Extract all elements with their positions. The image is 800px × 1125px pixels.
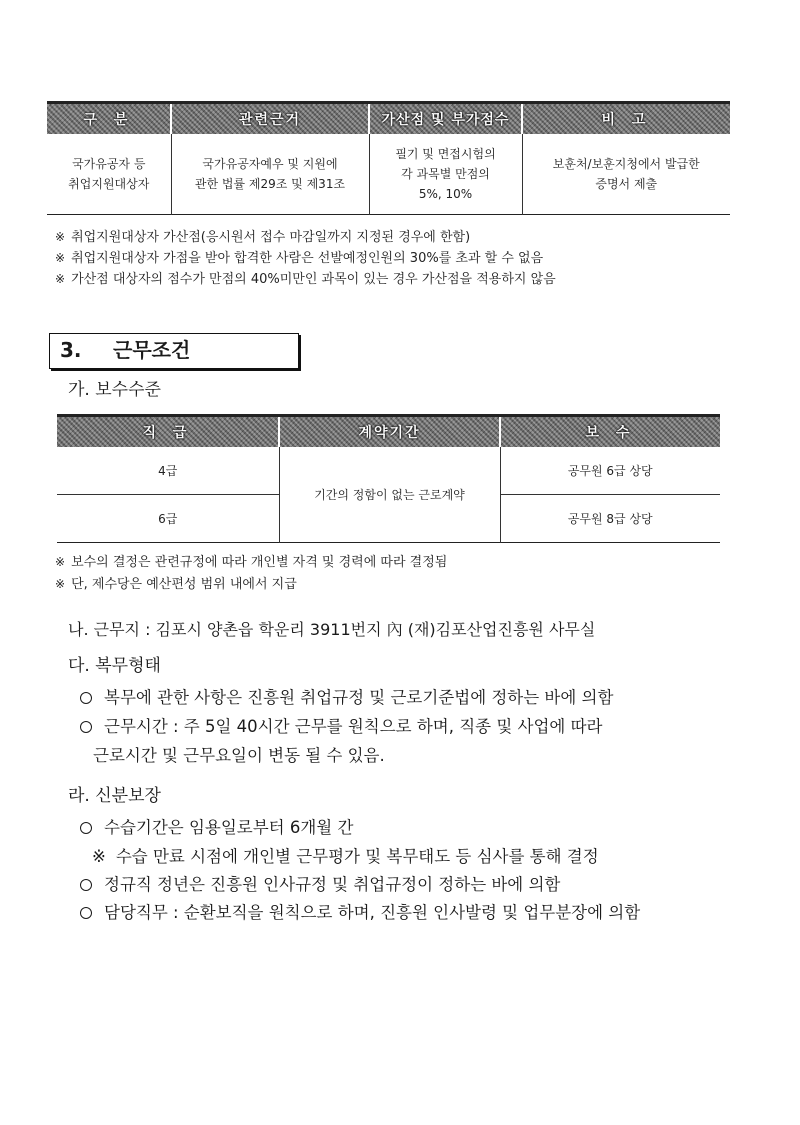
note-line: ※ 취업지원대상자 가산점(응시원서 접수 마감일까지 지정된 경우에 한함) <box>55 230 471 245</box>
bonus-points-table <box>47 101 730 215</box>
cell-contract-period: 기간의 정함이 없는 근로계약 <box>279 447 500 543</box>
table-header-row <box>47 103 730 135</box>
cell-grade: 6급 <box>158 511 178 526</box>
header-legal-basis: 관련근거 <box>171 103 369 135</box>
table-header-row <box>57 416 720 448</box>
note-line: ※ 수습 만료 시점에 개인별 근무평가 및 복무태도 등 심사를 통해 결정 <box>92 847 599 866</box>
list-item: 담당직무 : 순환보직을 원칙으로 하며, 진흥원 인사발령 및 업무분장에 의함 <box>80 901 640 925</box>
note-line: ※ 보수의 결정은 관련규정에 따라 개인별 자격 및 경력에 따라 결정됨 <box>55 555 448 570</box>
circle-bullet-icon <box>80 692 92 704</box>
workplace-line: 나. 근무지 : 김포시 양촌읍 학운리 3911번지 內 (재)김포산업진흥원 사무실 <box>68 620 596 639</box>
note-line: ※ 가산점 대상자의 점수가 만점의 40%미만인 과목이 있는 경우 가산점을 적용하지 않음 <box>55 272 556 287</box>
cell-legal-basis: 국가유공자예우 및 지원에 관한 법률 제29조 및 제31조 <box>171 134 369 215</box>
cell-bonus-points: 필기 및 면접시험의 각 과목별 만점의 5%, 10% <box>369 134 522 215</box>
status-guarantee-title: 라. 신분보장 <box>68 786 161 806</box>
section-number: 3. <box>60 338 82 362</box>
circle-bullet-icon <box>80 822 92 834</box>
table-row <box>47 134 730 215</box>
cell-category: 국가유공자 등 취업지원대상자 <box>68 157 150 191</box>
section-heading <box>49 333 299 369</box>
list-item: 복무에 관한 사항은 진흥원 취업규정 및 근로기준법에 정하는 바에 의함 <box>80 686 613 710</box>
list-item: 수습기간은 임용일로부터 6개월 간 <box>80 816 353 840</box>
note-line: ※ 단, 제수당은 예산편성 범위 내에서 지급 <box>55 577 297 592</box>
circle-bullet-icon <box>80 721 92 733</box>
note-line: ※ 취업지원대상자 가점을 받아 합격한 사람은 선발예정인원의 30%를 초과 할 수 없음 <box>55 251 544 266</box>
service-type-title: 다. 복무형태 <box>68 656 161 676</box>
header-category: 구 분 <box>47 103 171 135</box>
header-contract-period: 계약기간 <box>279 416 500 448</box>
cell-grade: 4급 <box>57 447 279 495</box>
pay-table <box>57 414 720 543</box>
header-pay: 보 수 <box>500 416 720 448</box>
section-title: 근무조건 <box>113 338 191 362</box>
cell-remarks: 보훈처/보훈지청에서 발급한 증명서 제출 <box>522 134 730 215</box>
cell-pay: 공무원 6급 상당 <box>500 447 720 495</box>
cell-pay: 공무원 8급 상당 <box>500 495 720 543</box>
list-item-continuation: 근로시간 및 근무요일이 변동 될 수 있음. <box>93 746 385 765</box>
pay-level-title: 가. 보수수준 <box>68 380 161 400</box>
list-item: 근무시간 : 주 5일 40시간 근무를 원칙으로 하며, 직종 및 사업에 따라 <box>80 715 602 739</box>
list-item: 정규직 정년은 진흥원 인사규정 및 취업규정이 정하는 바에 의함 <box>80 873 560 897</box>
circle-bullet-icon <box>80 879 92 891</box>
table-row <box>57 447 720 495</box>
header-remarks: 비 고 <box>522 103 730 135</box>
header-grade: 직 급 <box>57 416 279 448</box>
header-bonus-points: 가산점 및 부가점수 <box>369 103 522 135</box>
circle-bullet-icon <box>80 907 92 919</box>
